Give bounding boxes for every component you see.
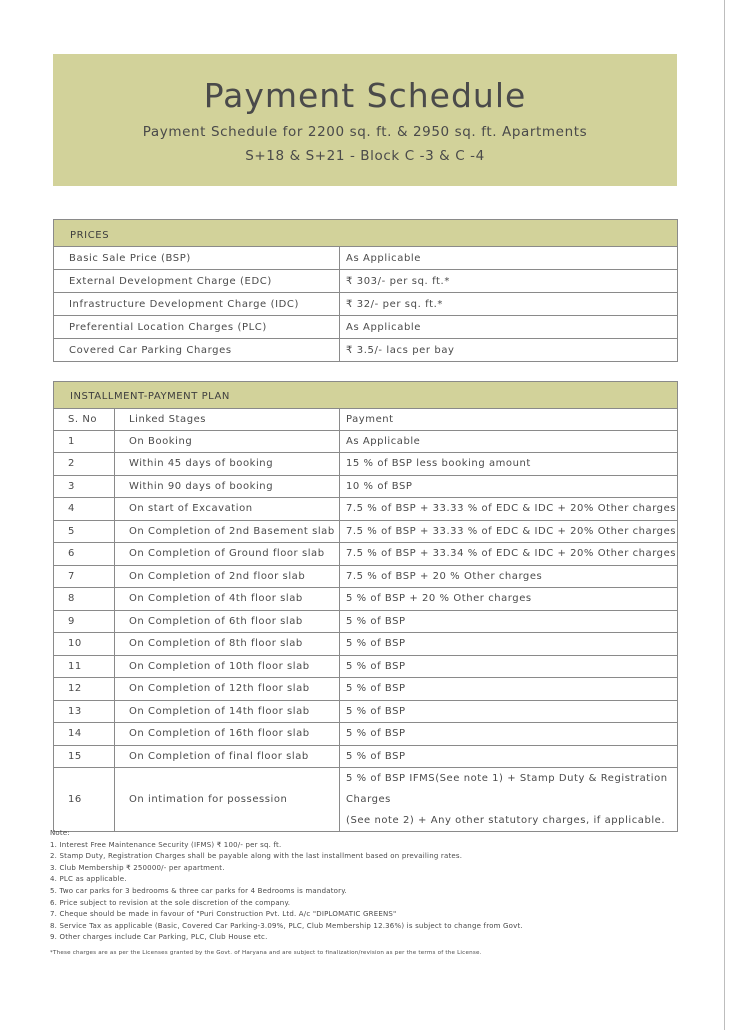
note-item: 3. Club Membership ₹ 250000/- per apartment. — [50, 863, 225, 872]
table-row — [54, 498, 678, 521]
header-band — [53, 54, 677, 186]
row-stage: On Completion of 12th floor slab — [115, 678, 340, 701]
row-payment — [340, 768, 678, 832]
row-stage: On Completion of final floor slab — [115, 745, 340, 768]
prices-heading: PRICES — [54, 220, 678, 247]
row-payment: 7.5 % of BSP + 20 % Other charges — [340, 565, 678, 588]
row-number: 5 — [54, 520, 115, 543]
row-payment: 5 % of BSP — [340, 633, 678, 656]
prices-table — [53, 219, 678, 362]
table-row — [54, 655, 678, 678]
row-stage: On Completion of 2nd floor slab — [115, 565, 340, 588]
note-item: 2. Stamp Duty, Registration Charges shall be payable along with the last installment based on prevailing rates. — [50, 852, 463, 861]
disclaimer: *These charges are as per the Licenses granted by the Govt. of Haryana and are subject to finalization/revision as per the terms of the License. — [50, 950, 482, 956]
price-value: ₹ 32/- per sq. ft.* — [340, 293, 678, 316]
price-label: Infrastructure Development Charge (IDC) — [54, 293, 340, 316]
block-subtitle: S+18 & S+21 - Block C -3 & C -4 — [245, 148, 485, 164]
table-row — [54, 316, 678, 339]
prices-heading-row — [54, 220, 678, 247]
row-payment: 10 % of BSP — [340, 475, 678, 498]
note-item: 5. Two car parks for 3 bedrooms & three car parks for 4 Bedrooms is mandatory. — [50, 886, 347, 895]
row-number: 2 — [54, 453, 115, 476]
row-number: 14 — [54, 723, 115, 746]
page-subtitle: Payment Schedule for 2200 sq. ft. & 2950 sq. ft. Apartments — [142, 124, 588, 140]
page-border — [724, 0, 725, 1030]
row-number: 11 — [54, 655, 115, 678]
row-payment: 7.5 % of BSP + 33.33 % of EDC & IDC + 20% Other charges — [340, 498, 678, 521]
row-number: 6 — [54, 543, 115, 566]
column-header-row — [54, 408, 678, 430]
price-label: Basic Sale Price (BSP) — [54, 247, 340, 270]
price-value: ₹ 303/- per sq. ft.* — [340, 270, 678, 293]
table-row — [54, 543, 678, 566]
row-number: 12 — [54, 678, 115, 701]
price-label: External Development Charge (EDC) — [54, 270, 340, 293]
notes-heading: Note: — [50, 829, 70, 837]
row-number: 1 — [54, 430, 115, 453]
table-row — [54, 270, 678, 293]
row-number: 16 — [54, 768, 115, 832]
row-payment: 5 % of BSP — [340, 723, 678, 746]
column-header-sno: S. No — [54, 408, 115, 430]
row-payment: 5 % of BSP + 20 % Other charges — [340, 588, 678, 611]
row-stage: On Completion of 6th floor slab — [115, 610, 340, 633]
table-row — [54, 768, 678, 832]
price-label: Covered Car Parking Charges — [54, 339, 340, 362]
row-number: 8 — [54, 588, 115, 611]
row-stage: On Completion of 8th floor slab — [115, 633, 340, 656]
row-stage: On Completion of 14th floor slab — [115, 700, 340, 723]
plan-heading: INSTALLMENT-PAYMENT PLAN — [54, 382, 678, 409]
column-header-payment: Payment — [340, 408, 678, 430]
table-row — [54, 588, 678, 611]
page-title: Payment Schedule — [203, 76, 527, 115]
note-item: 4. PLC as applicable. — [50, 875, 127, 884]
table-row — [54, 247, 678, 270]
row-stage: On Completion of 10th floor slab — [115, 655, 340, 678]
price-value: ₹ 3.5/- lacs per bay — [340, 339, 678, 362]
column-header-stage: Linked Stages — [115, 408, 340, 430]
table-row — [54, 475, 678, 498]
price-value: As Applicable — [340, 247, 678, 270]
installment-plan-table — [53, 381, 678, 832]
row-payment: 5 % of BSP — [340, 610, 678, 633]
price-label: Preferential Location Charges (PLC) — [54, 316, 340, 339]
row-number: 9 — [54, 610, 115, 633]
row-number: 3 — [54, 475, 115, 498]
note-item: 8. Service Tax as applicable (Basic, Covered Car Parking-3.09%, PLC, Club Membership 12.36%) is subject to change from Govt. — [50, 921, 523, 930]
table-row — [54, 700, 678, 723]
row-payment: 7.5 % of BSP + 33.33 % of EDC & IDC + 20% Other charges — [340, 520, 678, 543]
note-item: 6. Price subject to revision at the sole discretion of the company. — [50, 898, 291, 907]
row-payment: 15 % of BSP less booking amount — [340, 453, 678, 476]
table-row — [54, 339, 678, 362]
row-number: 10 — [54, 633, 115, 656]
row-payment-line: 5 % of BSP IFMS(See note 1) + Stamp Duty & Registration Charges — [346, 773, 668, 805]
row-payment: 5 % of BSP — [340, 678, 678, 701]
table-row — [54, 633, 678, 656]
row-payment: 5 % of BSP — [340, 700, 678, 723]
note-item: 7. Cheque should be made in favour of "Puri Construction Pvt. Ltd. A/c "DIPLOMATIC GREENS" — [50, 910, 397, 919]
row-payment: 7.5 % of BSP + 33.34 % of EDC & IDC + 20% Other charges — [340, 543, 678, 566]
table-row — [54, 723, 678, 746]
row-number: 13 — [54, 700, 115, 723]
note-item: 9. Other charges include Car Parking, PLC, Club House etc. — [50, 933, 268, 942]
row-number: 4 — [54, 498, 115, 521]
table-row — [54, 453, 678, 476]
table-row — [54, 565, 678, 588]
table-row — [54, 678, 678, 701]
row-payment-line: (See note 2) + Any other statutory charges, if applicable. — [346, 815, 666, 826]
table-row — [54, 610, 678, 633]
price-value: As Applicable — [340, 316, 678, 339]
table-row — [54, 430, 678, 453]
row-payment: As Applicable — [340, 430, 678, 453]
row-stage: Within 90 days of booking — [115, 475, 340, 498]
row-stage: Within 45 days of booking — [115, 453, 340, 476]
notes-section — [50, 828, 710, 944]
row-number: 15 — [54, 745, 115, 768]
row-stage: On Completion of Ground floor slab — [115, 543, 340, 566]
row-number: 7 — [54, 565, 115, 588]
row-stage: On Completion of 16th floor slab — [115, 723, 340, 746]
row-stage: On intimation for possession — [115, 768, 340, 832]
table-row — [54, 293, 678, 316]
row-payment: 5 % of BSP — [340, 655, 678, 678]
row-payment: 5 % of BSP — [340, 745, 678, 768]
row-stage: On start of Excavation — [115, 498, 340, 521]
row-stage: On Completion of 4th floor slab — [115, 588, 340, 611]
note-item: 1. Interest Free Maintenance Security (IFMS) ₹ 100/- per sq. ft. — [50, 840, 282, 849]
row-stage: On Completion of 2nd Basement slab — [115, 520, 340, 543]
row-stage: On Booking — [115, 430, 340, 453]
table-row — [54, 520, 678, 543]
plan-heading-row — [54, 382, 678, 409]
table-row — [54, 745, 678, 768]
